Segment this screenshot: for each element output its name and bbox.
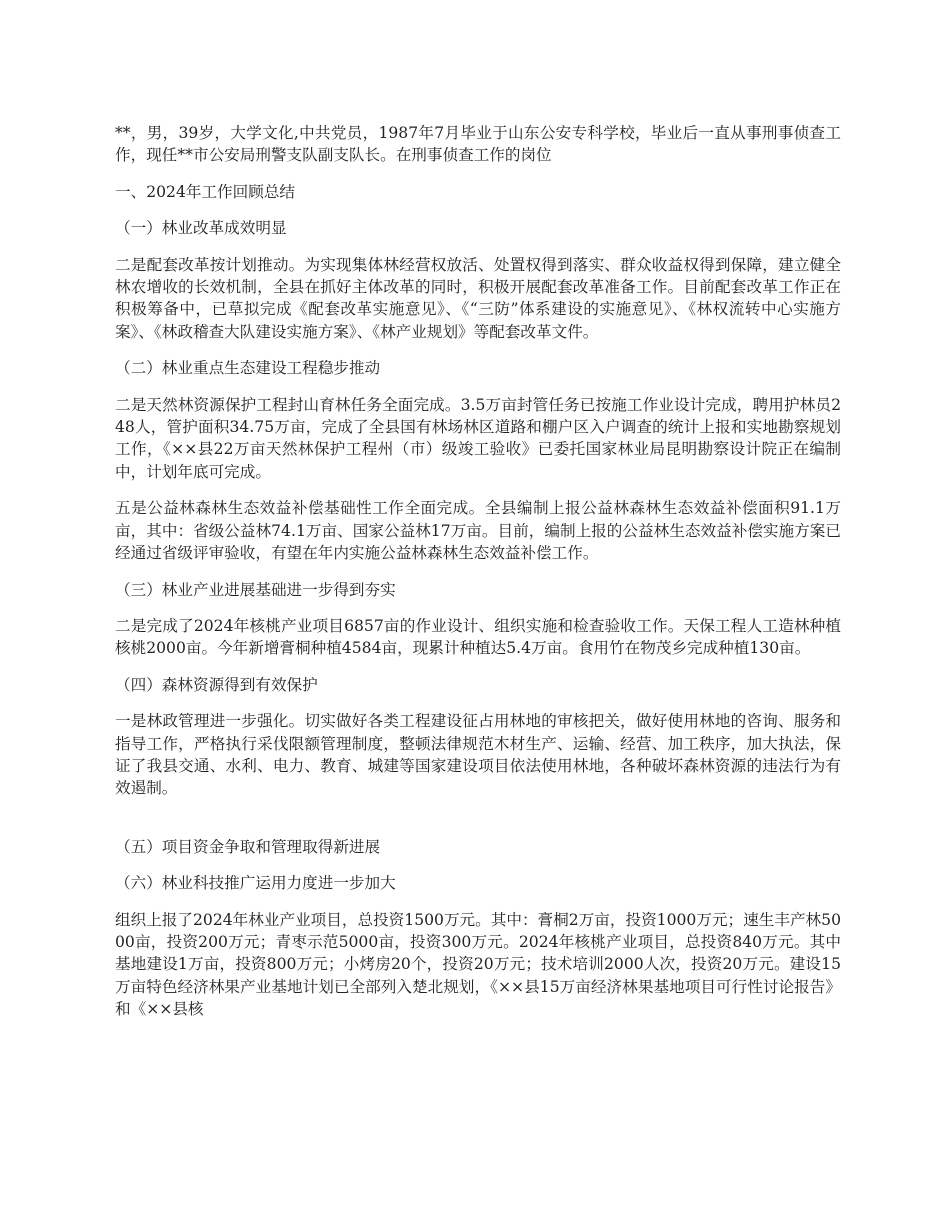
- document-body: [115, 122, 841, 1035]
- body-paragraph: 二是完成了2024年核桃产业项目6857亩的作业设计、组织实施和检查验收工作。天保工程人工造林种植核桃2000亩。今年新增膏桐种植4584亩，现累计种植达5.4万亩。食用竹在物茂乡完成种植130亩。: [115, 616, 841, 658]
- subsection-heading: （一）林业改革成效明显: [115, 219, 287, 238]
- intro-paragraph: **，男，39岁，大学文化,中共党员，1987年7月毕业于山东公安专科学校，毕业后一直从事刑事侦查工作，现任**市公安局刑警支队副支队长。在刑事侦查工作的岗位: [115, 124, 841, 165]
- body-paragraph: 组织上报了2024年林业产业项目，总投资1500万元。其中：膏桐2万亩，投资1000万元；速生丰产林5000亩，投资200万元；青枣示范5000亩，投资300万元。2024年核桃产业项目，总投资840万元。其中基地建设1万亩，投资800万元；小烤房20个，投资20万元；技术培训2000人次，投资20万元。建设15万亩特色经济林果产业基地计划已全部列入楚北规划，《××县15万亩经济林果基地项目可行性讨论报告》和《××县核: [115, 910, 841, 1019]
- subsection-heading: （六）林业科技推广运用力度进一步加大: [115, 874, 396, 893]
- body-paragraph: 五是公益林森林生态效益补偿基础性工作全面完成。全县编制上报公益林森林生态效益补偿面积91.1万亩，其中：省级公益林74.1万亩、国家公益林17万亩。目前，编制上报的公益林生态效益补偿实施方案已经通过省级评审验收，有望在年内实施公益林森林生态效益补偿工作。: [115, 499, 841, 563]
- subsection-heading: （二）林业重点生态建设工程稳步推动: [115, 359, 381, 378]
- subsection-heading: （四）森林资源得到有效保护: [115, 675, 318, 694]
- body-paragraph: 一是林政管理进一步强化。切实做好各类工程建设征占用林地的审核把关，做好使用林地的咨询、服务和指导工作，严格执行采伐限额管理制度，整顿法律规范木材生产、运输、经营、加工秩序，加大执法，保证了我县交通、水利、电力、教育、城建等国家建设项目依法使用林地，各种破坏森林资源的违法行为有效遏制。: [115, 712, 841, 798]
- subsection-heading: （三）林业产业进展基础进一步得到夯实: [115, 580, 396, 599]
- section-heading: 一、2024年工作回顾总结: [115, 182, 296, 201]
- body-paragraph: 二是天然林资源保护工程封山育林任务全面完成。3.5万亩封管任务已按施工作业设计完成，聘用护林员248人，管护面积34.75万亩，完成了全县国有林场林区道路和棚户区入户调查的统计上报和实地勘察规划工作，《××县22万亩天然林保护工程州（市）级竣工验收》已委托国家林业局昆明勘察设计院正在编制中，计划年底可完成。: [115, 395, 841, 481]
- body-paragraph: 二是配套改革按计划推动。为实现集体林经营权放活、处置权得到落实、群众收益权得到保障，建立健全林农增收的长效机制，全县在抓好主体改革的同时，积极开展配套改革准备工作。目前配套改革工作正在积极筹备中，已草拟完成《配套改革实施意见》、《“三防”体系建设的实施意见》、《林权流转中心实施方案》、《林政稽查大队建设实施方案》、《林产业规划》等配套改革文件。: [115, 255, 841, 341]
- subsection-heading: （五）项目资金争取和管理取得新进展: [115, 837, 381, 856]
